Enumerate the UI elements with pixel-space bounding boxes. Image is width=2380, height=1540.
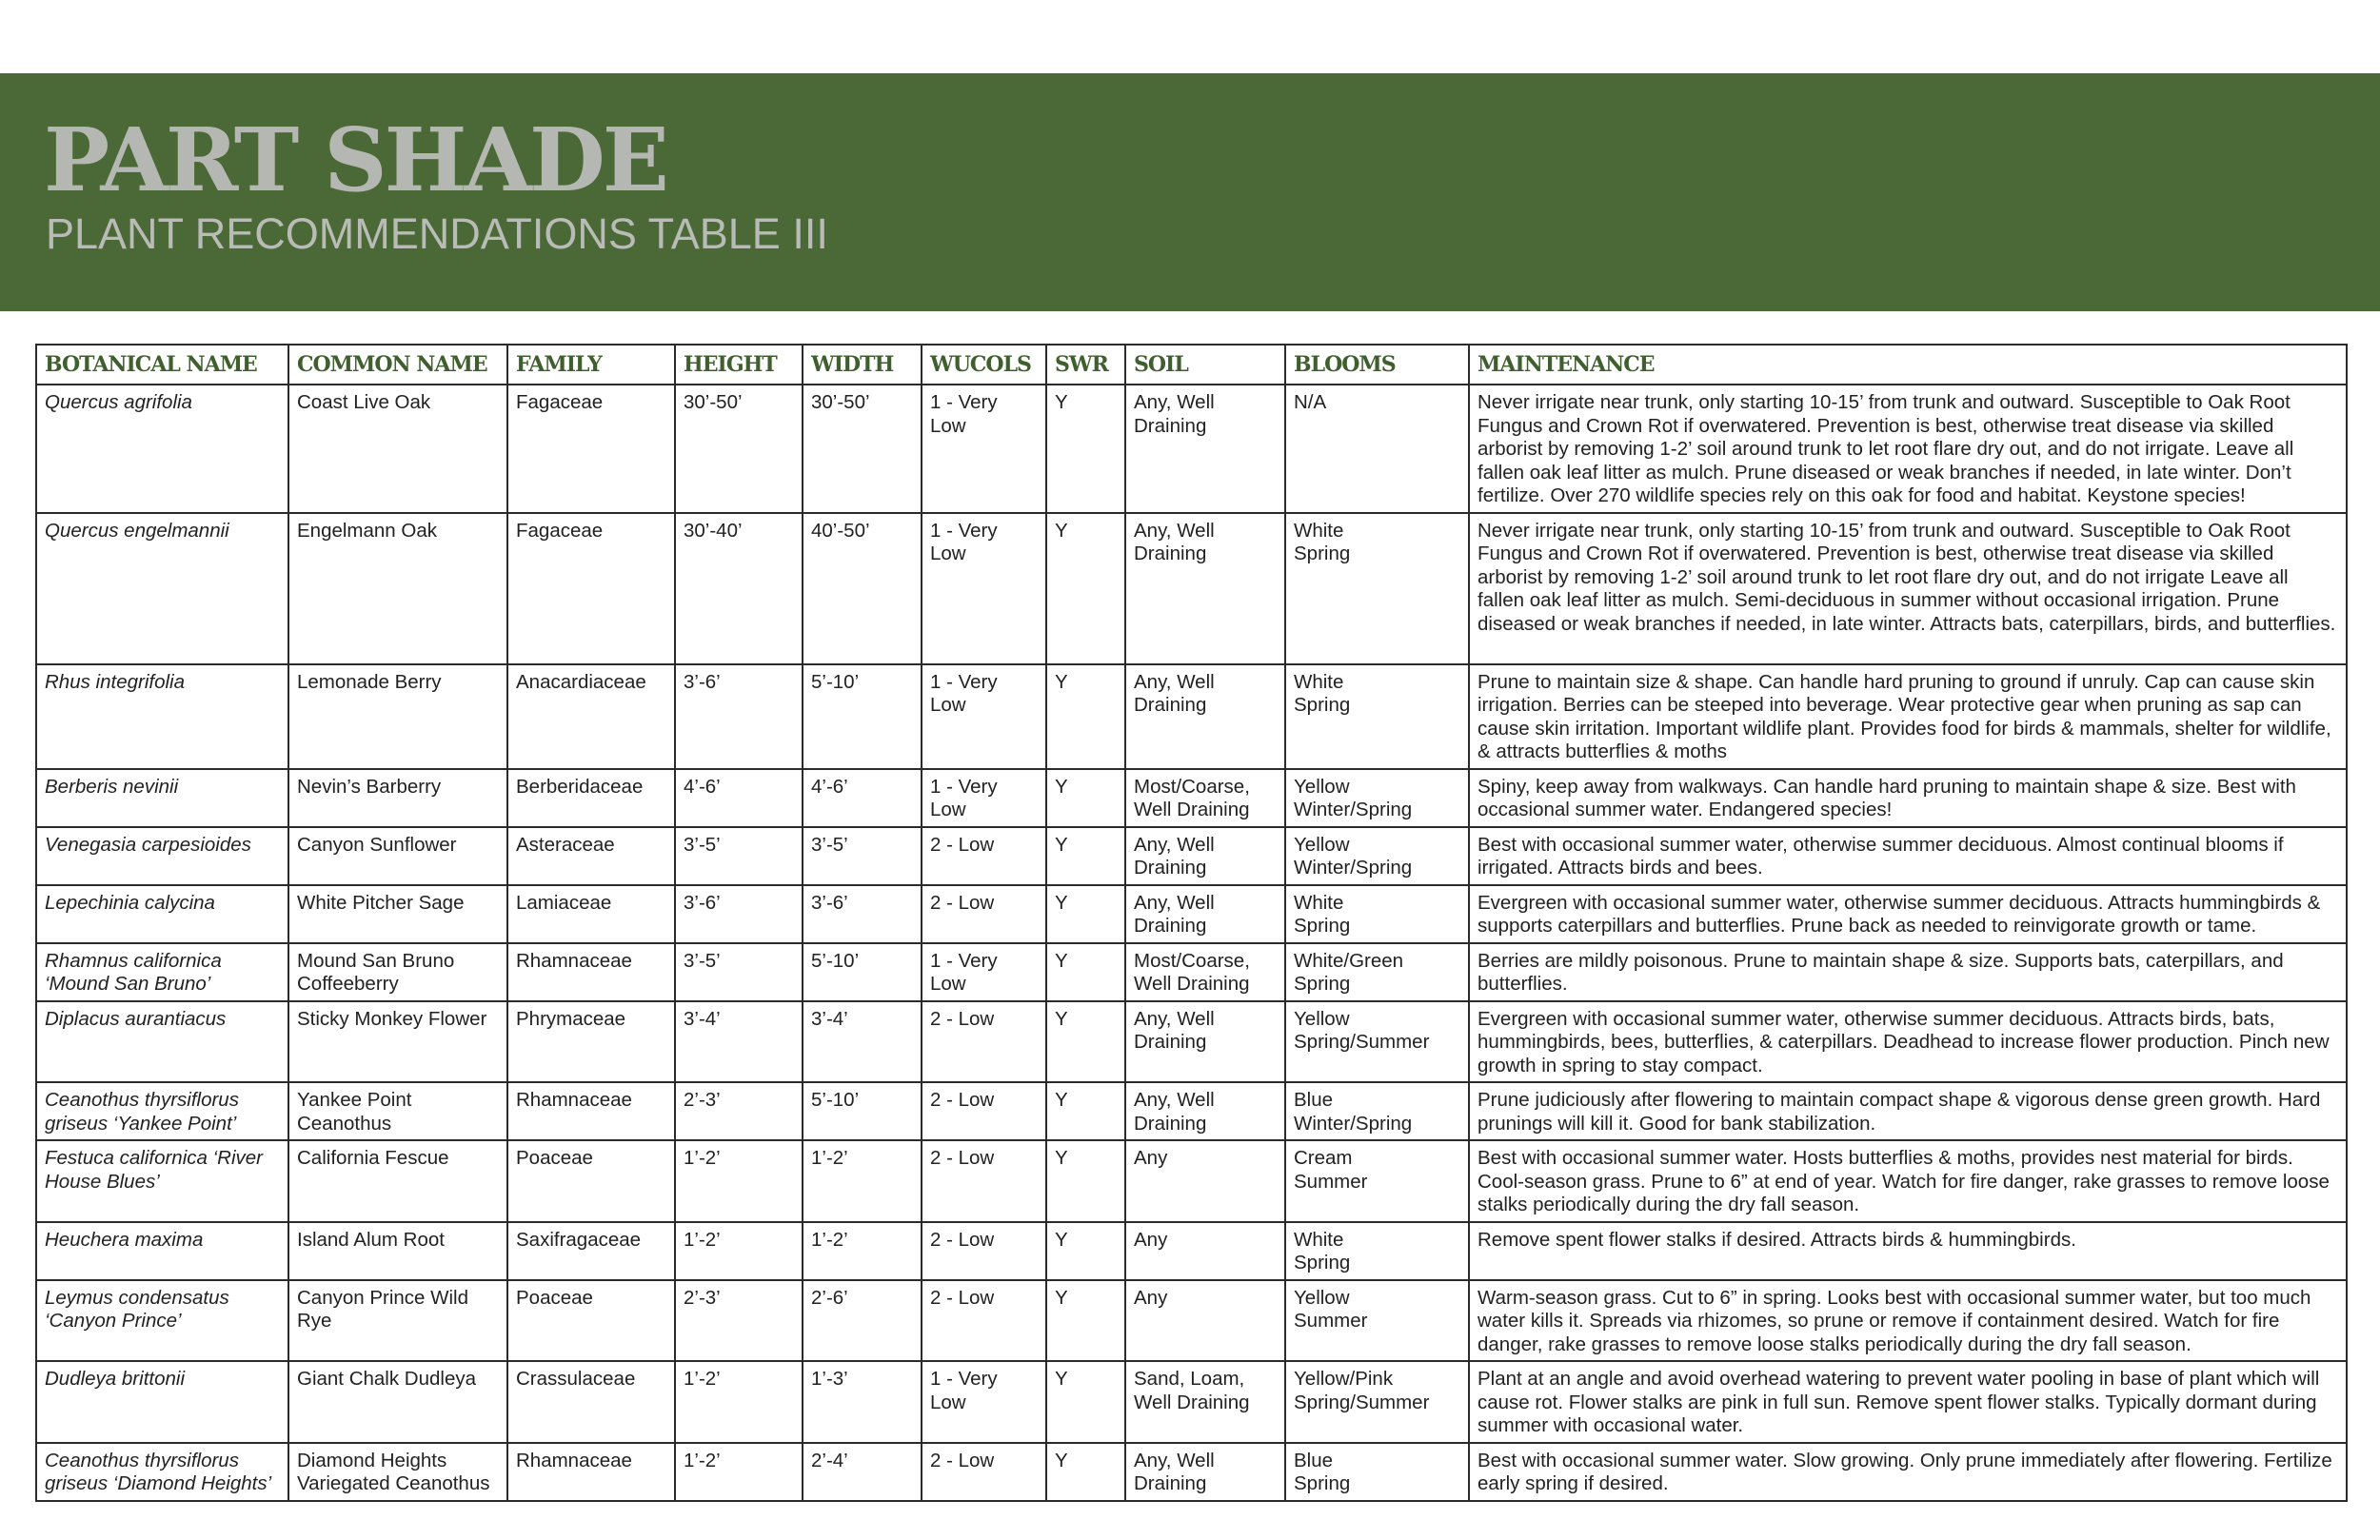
cell-common-name — [288, 827, 507, 885]
cell-soil — [1125, 885, 1285, 943]
cell-height: 2’-3’ — [675, 1280, 803, 1362]
cell-height: 3’-5’ — [675, 827, 803, 885]
cell-wucols: 1 - Very Low — [922, 664, 1046, 769]
cell-line: Draining — [1134, 1112, 1207, 1135]
cell-line: Variegated Ceanothus — [297, 1472, 490, 1494]
cell-line: White — [1294, 891, 1344, 914]
cell-botanical-name — [36, 1443, 288, 1501]
cell-line: Spring — [1294, 543, 1351, 564]
cell-swr: Y — [1046, 1140, 1125, 1222]
cell-line: Any, Well — [1134, 391, 1215, 413]
cell-line: Any, Well — [1134, 670, 1215, 693]
cell-line: Nevin’s Barberry — [297, 775, 442, 798]
cell-line: Winter/Spring — [1294, 799, 1413, 820]
cell-line: White — [1294, 519, 1344, 542]
table-row — [36, 885, 2347, 943]
cell-soil — [1125, 827, 1285, 885]
cell-family: Rhamnaceae — [507, 943, 675, 1001]
table-row — [36, 1361, 2347, 1443]
table-row — [36, 1222, 2347, 1280]
cell-blooms — [1285, 1280, 1469, 1362]
page-subtitle: PLANT RECOMMENDATIONS TABLE III — [46, 209, 828, 258]
cell-width: 1’-2’ — [803, 1140, 922, 1222]
cell-maintenance: Never irrigate near trunk, only starting 10-15’ from trunk and outward. Susceptible to Oak Root Fungus and Crown Rot if overwatered. Prevention is best, otherwise treat disease via skilled arborist by removing 1-2’ soil around trunk to let root flare dry out, and do not irrigate. Leave all fallen oak leaf litter as mulch. Prune diseased or weak branches if needed, in late winter. Don’t fertilize. Over 270 wildlife species rely on this oak for food and habitat. Keystone species! — [1469, 385, 2347, 513]
cell-line: Draining — [1134, 1472, 1207, 1494]
cell-line: ‘Mound San Bruno’ — [45, 973, 211, 995]
cell-wucols: 1 - Very Low — [922, 769, 1046, 827]
cell-common-name — [288, 1280, 507, 1362]
cell-line: Yellow — [1294, 775, 1350, 798]
cell-line: Spring — [1294, 1472, 1351, 1494]
cell-swr: Y — [1046, 385, 1125, 513]
table-row — [36, 664, 2347, 769]
table-row — [36, 827, 2347, 885]
cell-line: Ceanothus — [297, 1112, 392, 1135]
cell-width: 1’-2’ — [803, 1222, 922, 1280]
cell-maintenance: Evergreen with occasional summer water, otherwise summer deciduous. Attracts birds, bats, hummingbirds, bees, butterflies, & caterpillars. Deadhead to increase flower production. Pinch new growth in spring to stay compact. — [1469, 1001, 2347, 1083]
cell-line: Diplacus aurantiacus — [45, 1007, 227, 1030]
cell-width: 2’-6’ — [803, 1280, 922, 1362]
cell-line: Island Alum Root — [297, 1228, 445, 1251]
cell-wucols: 1 - Very Low — [922, 385, 1046, 513]
cell-line: Any, Well — [1134, 1007, 1215, 1030]
table-row — [36, 1280, 2347, 1362]
cell-line: Ceanothus thyrsiflorus — [45, 1089, 239, 1111]
cell-soil — [1125, 385, 1285, 513]
cell-family: Poaceae — [507, 1280, 675, 1362]
cell-maintenance: Never irrigate near trunk, only starting 10-15’ from trunk and outward. Susceptible to Oak Root Fungus and Crown Rot if overwatered. Prevention is best, otherwise treat disease via skilled arborist by removing 1-2’ soil around trunk to let root flare dry out, and do not irrigate Leave all fallen oak leaf litter as mulch. Semi-deciduous in summer without occasional irrigation. Prune diseased or weak branches if needed, in late winter. Attracts bats, caterpillars, birds, and butterflies. — [1469, 513, 2347, 664]
cell-swr: Y — [1046, 1280, 1125, 1362]
cell-soil — [1125, 1222, 1285, 1280]
cell-line: Blue — [1294, 1449, 1334, 1471]
cell-line: Blue — [1294, 1089, 1334, 1111]
cell-soil — [1125, 1082, 1285, 1140]
cell-botanical-name — [36, 513, 288, 664]
cell-line: Spring/Summer — [1294, 1031, 1430, 1053]
column-header-family: FAMILY — [507, 345, 675, 385]
cell-blooms — [1285, 1361, 1469, 1443]
cell-family: Lamiaceae — [507, 885, 675, 943]
cell-blooms — [1285, 943, 1469, 1001]
cell-blooms — [1285, 513, 1469, 664]
cell-line: White — [1294, 1228, 1344, 1251]
cell-swr: Y — [1046, 1082, 1125, 1140]
cell-family: Rhamnaceae — [507, 1082, 675, 1140]
cell-wucols: 1 - Very Low — [922, 513, 1046, 664]
cell-maintenance: Warm-season grass. Cut to 6” in spring. Looks best with occasional summer water, but too much water kills it. Spreads via rhizomes, so prune or remove if containment desired. Watch for fire danger, rake grasses to remove loose stalks periodically during the dry fall season. — [1469, 1280, 2347, 1362]
cell-maintenance: Best with occasional summer water. Hosts butterflies & moths, provides nest material for birds. Cool-season grass. Prune to 6” at end of year. Watch for fire danger, rake grasses to remove loose stalks periodically during the dry fall season. — [1469, 1140, 2347, 1222]
cell-width: 5’-10’ — [803, 664, 922, 769]
cell-line: Heuchera maxima — [45, 1228, 204, 1251]
cell-common-name — [288, 1443, 507, 1501]
cell-line: Yankee Point — [297, 1089, 412, 1111]
cell-botanical-name — [36, 827, 288, 885]
cell-common-name — [288, 1222, 507, 1280]
cell-blooms — [1285, 827, 1469, 885]
cell-line: White/Green — [1294, 949, 1404, 972]
cell-common-name — [288, 513, 507, 664]
column-header-height: HEIGHT — [675, 345, 803, 385]
cell-soil — [1125, 769, 1285, 827]
cell-line: Lemonade Berry — [297, 670, 442, 693]
cell-common-name — [288, 1001, 507, 1083]
cell-soil — [1125, 1280, 1285, 1362]
cell-blooms — [1285, 1082, 1469, 1140]
cell-line: Engelmann Oak — [297, 519, 438, 542]
cell-line: Any, Well — [1134, 833, 1215, 856]
cell-width: 4’-6’ — [803, 769, 922, 827]
cell-family: Fagaceae — [507, 513, 675, 664]
page-title: PART SHADE — [44, 109, 666, 211]
cell-line: Spring — [1294, 915, 1351, 937]
cell-line: griseus ‘Yankee Point’ — [45, 1112, 237, 1135]
cell-width: 2’-4’ — [803, 1443, 922, 1501]
cell-blooms — [1285, 1001, 1469, 1083]
cell-family: Berberidaceae — [507, 769, 675, 827]
table-row — [36, 513, 2347, 664]
cell-line: Spring — [1294, 694, 1351, 716]
cell-blooms — [1285, 1222, 1469, 1280]
cell-swr: Y — [1046, 1443, 1125, 1501]
cell-line: Most/Coarse, — [1134, 775, 1250, 798]
cell-botanical-name — [36, 1001, 288, 1083]
cell-line: Summer — [1294, 1170, 1368, 1193]
cell-height: 4’-6’ — [675, 769, 803, 827]
cell-swr: Y — [1046, 664, 1125, 769]
cell-line: Any — [1134, 1147, 1168, 1169]
cell-wucols: 1 - Very Low — [922, 943, 1046, 1001]
column-header-wucols: WUCOLS — [922, 345, 1046, 385]
cell-common-name — [288, 1082, 507, 1140]
cell-botanical-name — [36, 1222, 288, 1280]
cell-width: 40’-50’ — [803, 513, 922, 664]
cell-wucols: 2 - Low — [922, 1222, 1046, 1280]
cell-common-name — [288, 885, 507, 943]
cell-botanical-name — [36, 1082, 288, 1140]
cell-family: Crassulaceae — [507, 1361, 675, 1443]
column-header-botanical-name: BOTANICAL NAME — [36, 345, 288, 385]
column-header-width: WIDTH — [803, 345, 922, 385]
cell-common-name — [288, 769, 507, 827]
cell-line: Leymus condensatus — [45, 1286, 229, 1309]
cell-height: 1’-2’ — [675, 1222, 803, 1280]
cell-wucols: 2 - Low — [922, 827, 1046, 885]
cell-line: Summer — [1294, 1310, 1368, 1332]
cell-line: White — [1294, 670, 1344, 693]
cell-line: ‘Canyon Prince’ — [45, 1310, 182, 1332]
cell-line: Any, Well — [1134, 1449, 1215, 1471]
cell-family: Anacardiaceae — [507, 664, 675, 769]
cell-line: Berberis nevinii — [45, 775, 179, 798]
cell-soil — [1125, 943, 1285, 1001]
cell-botanical-name — [36, 885, 288, 943]
table-row — [36, 1443, 2347, 1501]
table-row — [36, 1140, 2347, 1222]
cell-line: Coast Live Oak — [297, 391, 431, 413]
column-header-swr: SWR — [1046, 345, 1125, 385]
cell-family: Fagaceae — [507, 385, 675, 513]
cell-swr: Y — [1046, 1222, 1125, 1280]
cell-swr: Y — [1046, 769, 1125, 827]
plant-recommendations-table — [35, 344, 2348, 1502]
cell-swr: Y — [1046, 1001, 1125, 1083]
cell-maintenance: Spiny, keep away from walkways. Can handle hard pruning to maintain shape & size. Best with occasional summer water. Endangered species! — [1469, 769, 2347, 827]
table-row — [36, 385, 2347, 513]
cell-swr: Y — [1046, 513, 1125, 664]
cell-line: Festuca californica ‘River — [45, 1147, 263, 1169]
cell-line: Draining — [1134, 543, 1207, 564]
cell-maintenance: Best with occasional summer water, otherwise summer deciduous. Almost continual blooms if irrigated. Attracts birds and bees. — [1469, 827, 2347, 885]
cell-line: Spring — [1294, 1252, 1351, 1273]
cell-line: Draining — [1134, 1031, 1207, 1053]
cell-wucols: 2 - Low — [922, 885, 1046, 943]
cell-blooms — [1285, 1443, 1469, 1501]
cell-line: Draining — [1134, 694, 1207, 716]
cell-botanical-name — [36, 943, 288, 1001]
cell-line: Sticky Monkey Flower — [297, 1007, 487, 1030]
cell-line: Winter/Spring — [1294, 1112, 1413, 1135]
cell-height: 3’-6’ — [675, 885, 803, 943]
cell-line: Yellow — [1294, 1286, 1350, 1309]
cell-line: Yellow — [1294, 833, 1350, 856]
cell-botanical-name — [36, 769, 288, 827]
cell-wucols: 2 - Low — [922, 1082, 1046, 1140]
cell-blooms — [1285, 885, 1469, 943]
cell-line: Most/Coarse, — [1134, 949, 1250, 972]
cell-height: 3’-6’ — [675, 664, 803, 769]
cell-line: Yellow/Pink — [1294, 1368, 1394, 1390]
cell-common-name — [288, 1361, 507, 1443]
table-row — [36, 1001, 2347, 1083]
cell-wucols: 1 - Very Low — [922, 1361, 1046, 1443]
cell-line: White Pitcher Sage — [297, 891, 465, 914]
cell-soil — [1125, 513, 1285, 664]
cell-soil — [1125, 664, 1285, 769]
cell-family: Saxifragaceae — [507, 1222, 675, 1280]
cell-maintenance: Plant at an angle and avoid overhead watering to prevent water pooling in base of plant which will cause rot. Flower stalks are pink in full sun. Remove spent flower stalks. Typically dormant during summer with occasional water. — [1469, 1361, 2347, 1443]
cell-line: Dudleya brittonii — [45, 1368, 185, 1390]
cell-wucols: 2 - Low — [922, 1443, 1046, 1501]
cell-maintenance: Prune to maintain size & shape. Can handle hard pruning to ground if unruly. Cap can cause skin irrigation. Berries can be steeped into beverage. Wear protective gear when pruning as sap can cause skin irritation. Important wildlife plant. Provides food for birds & mammals, shelter for wildlife, & attracts butterflies & moths — [1469, 664, 2347, 769]
cell-line: Draining — [1134, 857, 1207, 879]
cell-botanical-name — [36, 664, 288, 769]
cell-line: griseus ‘Diamond Heights’ — [45, 1472, 272, 1494]
cell-line: Canyon Prince Wild — [297, 1286, 469, 1309]
cell-line: Quercus engelmannii — [45, 519, 229, 542]
cell-soil — [1125, 1140, 1285, 1222]
cell-line: Coffeeberry — [297, 973, 399, 995]
cell-line: Draining — [1134, 915, 1207, 937]
cell-line: Well Draining — [1134, 1391, 1250, 1413]
cell-line: Rye — [297, 1310, 332, 1332]
cell-blooms — [1285, 769, 1469, 827]
cell-line: Any, Well — [1134, 519, 1215, 542]
cell-line: Canyon Sunflower — [297, 833, 457, 856]
cell-line: Sand, Loam, — [1134, 1368, 1245, 1390]
cell-soil — [1125, 1361, 1285, 1443]
cell-maintenance: Best with occasional summer water. Slow growing. Only prune immediately after flowering. Fertilize early spring if desired. — [1469, 1443, 2347, 1501]
cell-height: 3’-5’ — [675, 943, 803, 1001]
cell-swr: Y — [1046, 1361, 1125, 1443]
table-row — [36, 943, 2347, 1001]
cell-line: Any — [1134, 1228, 1168, 1251]
cell-family: Rhamnaceae — [507, 1443, 675, 1501]
cell-width: 30’-50’ — [803, 385, 922, 513]
cell-line: Any, Well — [1134, 891, 1215, 914]
cell-wucols: 2 - Low — [922, 1280, 1046, 1362]
cell-botanical-name — [36, 1280, 288, 1362]
cell-height: 3’-4’ — [675, 1001, 803, 1083]
cell-line: Any, Well — [1134, 1089, 1215, 1111]
table-row — [36, 769, 2347, 827]
cell-width: 3’-6’ — [803, 885, 922, 943]
cell-height: 30’-50’ — [675, 385, 803, 513]
cell-width: 3’-4’ — [803, 1001, 922, 1083]
cell-line: Spring/Summer — [1294, 1391, 1430, 1413]
cell-line: Mound San Bruno — [297, 949, 455, 972]
cell-line: House Blues’ — [45, 1170, 160, 1193]
cell-maintenance: Evergreen with occasional summer water, otherwise summer deciduous. Attracts hummingbirds & supports caterpillars and butterflies. Prune back as needed to reinvigorate growth or tame. — [1469, 885, 2347, 943]
column-header-maintenance: MAINTENANCE — [1469, 345, 2347, 385]
cell-line: Lepechinia calycina — [45, 891, 215, 914]
table-row — [36, 1082, 2347, 1140]
cell-maintenance: Remove spent flower stalks if desired. Attracts birds & hummingbirds. — [1469, 1222, 2347, 1280]
cell-line: Draining — [1134, 414, 1207, 437]
cell-family: Poaceae — [507, 1140, 675, 1222]
cell-line: Any — [1134, 1286, 1168, 1309]
cell-width: 5’-10’ — [803, 1082, 922, 1140]
cell-family: Phrymaceae — [507, 1001, 675, 1083]
cell-line: Well Draining — [1134, 973, 1250, 995]
cell-line: Rhus integrifolia — [45, 670, 185, 693]
cell-width: 5’-10’ — [803, 943, 922, 1001]
cell-line: Rhamnus californica — [45, 949, 222, 972]
cell-height: 2’-3’ — [675, 1082, 803, 1140]
cell-maintenance: Berries are mildly poisonous. Prune to maintain shape & size. Supports bats, caterpillars, and butterflies. — [1469, 943, 2347, 1001]
cell-line: Well Draining — [1134, 799, 1250, 820]
cell-height: 1’-2’ — [675, 1443, 803, 1501]
cell-line: California Fescue — [297, 1147, 449, 1169]
cell-blooms — [1285, 664, 1469, 769]
cell-height: 30’-40’ — [675, 513, 803, 664]
cell-common-name — [288, 385, 507, 513]
cell-blooms — [1285, 1140, 1469, 1222]
cell-wucols: 2 - Low — [922, 1001, 1046, 1083]
table-body — [36, 385, 2347, 1501]
cell-line: Ceanothus thyrsiflorus — [45, 1449, 239, 1471]
cell-line: Yellow — [1294, 1007, 1350, 1030]
cell-botanical-name — [36, 1361, 288, 1443]
cell-line: Diamond Heights — [297, 1449, 447, 1471]
column-header-soil: SOIL — [1125, 345, 1285, 385]
cell-botanical-name — [36, 1140, 288, 1222]
cell-height: 1’-2’ — [675, 1361, 803, 1443]
cell-soil — [1125, 1443, 1285, 1501]
cell-width: 1’-3’ — [803, 1361, 922, 1443]
cell-blooms — [1285, 385, 1469, 513]
cell-botanical-name — [36, 385, 288, 513]
cell-line: Cream — [1294, 1147, 1353, 1169]
cell-swr: Y — [1046, 943, 1125, 1001]
cell-line: Spring — [1294, 973, 1351, 995]
cell-line: Winter/Spring — [1294, 857, 1413, 879]
cell-wucols: 2 - Low — [922, 1140, 1046, 1222]
column-header-common-name: COMMON NAME — [288, 345, 507, 385]
cell-swr: Y — [1046, 827, 1125, 885]
cell-line: Giant Chalk Dudleya — [297, 1368, 477, 1390]
cell-line: Venegasia carpesioides — [45, 833, 251, 856]
cell-width: 3’-5’ — [803, 827, 922, 885]
column-header-blooms: BLOOMS — [1285, 345, 1469, 385]
table-header-row — [36, 345, 2347, 385]
cell-swr: Y — [1046, 885, 1125, 943]
cell-common-name — [288, 664, 507, 769]
cell-common-name — [288, 1140, 507, 1222]
cell-line: Quercus agrifolia — [45, 391, 192, 413]
cell-height: 1’-2’ — [675, 1140, 803, 1222]
cell-line: N/A — [1294, 391, 1327, 413]
cell-family: Asteraceae — [507, 827, 675, 885]
cell-maintenance: Prune judiciously after flowering to maintain compact shape & vigorous dense green growth. Hard prunings will kill it. Good for bank stabilization. — [1469, 1082, 2347, 1140]
cell-common-name — [288, 943, 507, 1001]
cell-soil — [1125, 1001, 1285, 1083]
